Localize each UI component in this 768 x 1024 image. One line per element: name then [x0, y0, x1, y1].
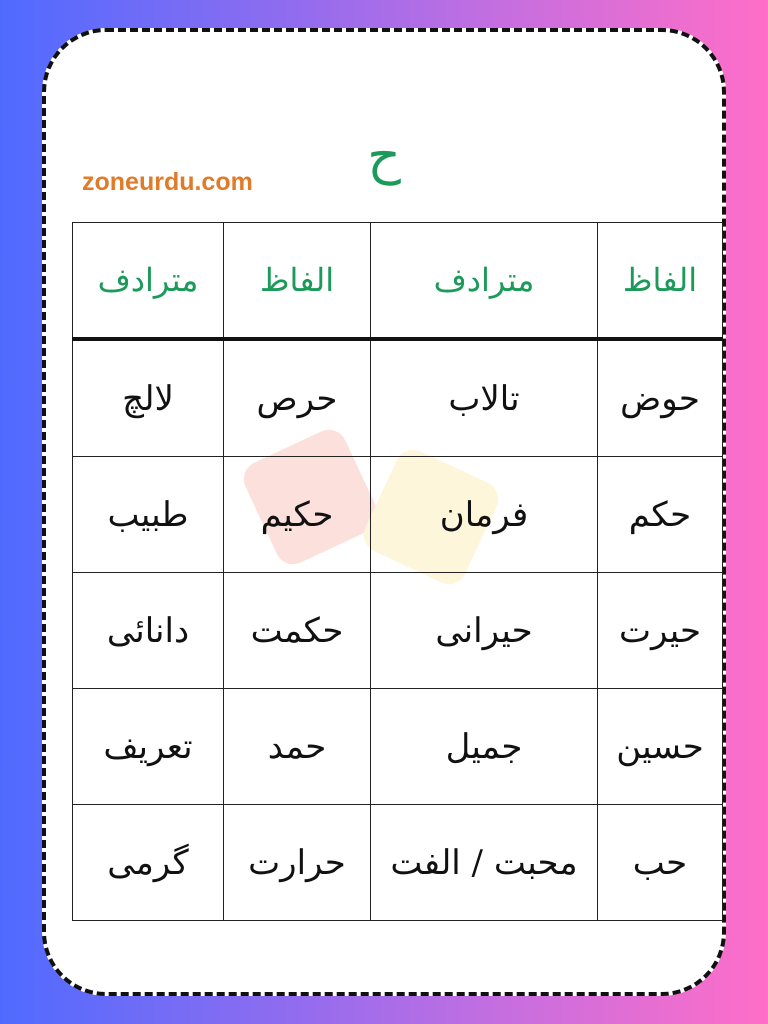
site-label: zoneurdu.com — [82, 168, 253, 196]
word-cell: حکم — [598, 457, 723, 573]
synonym-cell: جمیل — [371, 689, 598, 805]
word-cell: حکیم — [224, 457, 371, 573]
synonym-cell: تالاب — [371, 339, 598, 457]
synonym-cell: طبیب — [73, 457, 224, 573]
letter-heading: ح — [367, 126, 401, 186]
column-header-words: الفاظ — [224, 223, 371, 340]
synonym-cell: لالچ — [73, 339, 224, 457]
word-cell: حکمت — [224, 573, 371, 689]
word-cell: حمد — [224, 689, 371, 805]
word-cell: حسین — [598, 689, 723, 805]
table-row — [73, 339, 723, 457]
column-header-synonyms: مترادف — [73, 223, 224, 340]
synonym-cell: محبت / الفت — [371, 805, 598, 921]
synonyms-table — [72, 222, 723, 921]
table-row — [73, 689, 723, 805]
synonym-cell: حیرانی — [371, 573, 598, 689]
synonym-cell: تعریف — [73, 689, 224, 805]
word-cell: حرارت — [224, 805, 371, 921]
word-cell: حیرت — [598, 573, 723, 689]
word-cell: حوض — [598, 339, 723, 457]
word-cell: حب — [598, 805, 723, 921]
table-header-row — [73, 223, 723, 340]
synonym-cell: گرمی — [73, 805, 224, 921]
word-cell: حرص — [224, 339, 371, 457]
table-row — [73, 457, 723, 573]
synonym-cell: فرمان — [371, 457, 598, 573]
table-row — [73, 805, 723, 921]
column-header-words: الفاظ — [598, 223, 723, 340]
column-header-synonyms: مترادف — [371, 223, 598, 340]
synonym-cell: دانائی — [73, 573, 224, 689]
synonyms-card — [42, 28, 726, 996]
table-row — [73, 573, 723, 689]
